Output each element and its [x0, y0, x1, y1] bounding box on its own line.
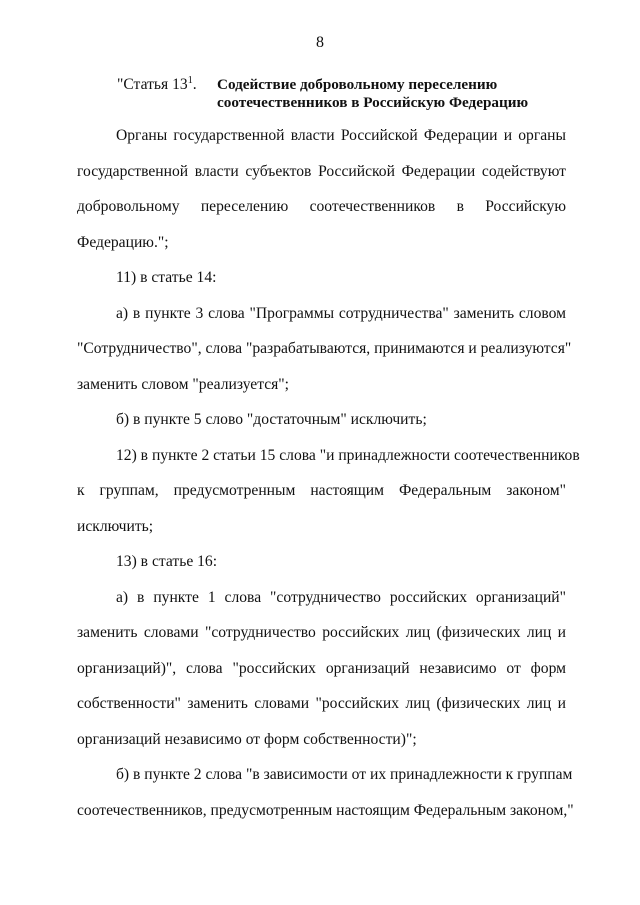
text-line: соотечественников, предусмотренным настоящим Федеральным законом,"	[77, 801, 574, 819]
text-line: б) в пункте 5 слово "достаточным" исключить;	[116, 411, 427, 428]
article-title-line: соотечественников в Российскую Федерацию	[217, 94, 529, 111]
article-title-line: Содействие добровольному переселению	[217, 76, 498, 93]
text-line: государственной власти субъектов Российской Федерации содействуют	[77, 162, 566, 180]
paragraph-item-13	[77, 544, 566, 580]
text-line: организаций)", слова "российских организаций независимо от форм	[77, 659, 566, 677]
paragraph-item-11b	[77, 402, 566, 438]
text-line: 11) в статье 14:	[116, 269, 217, 286]
paragraph-item-13b	[77, 757, 574, 828]
text-line: а) в пункте 1 слова "сотрудничество российских организаций"	[116, 588, 566, 606]
text-line: заменить словом "реализуется";	[77, 375, 290, 393]
paragraph-item-11a	[77, 296, 572, 403]
text-line: добровольному переселению соотечественников в Российскую	[77, 198, 566, 215]
text-line: исключить;	[77, 517, 154, 535]
document-body	[77, 118, 580, 828]
page-number: 8	[316, 34, 324, 51]
paragraph-organs	[77, 118, 566, 260]
text-line: к группам, предусмотренным настоящим Федеральным законом"	[77, 482, 566, 499]
text-line: б) в пункте 2 слова "в зависимости от их принадлежности к группам	[116, 766, 573, 783]
article-label-suffix: .	[192, 76, 197, 93]
text-line: 13) в статье 16:	[116, 553, 218, 570]
text-line: Федерацию.";	[77, 233, 169, 251]
text-line: заменить словами "сотрудничество российских лиц (физических лиц и	[77, 624, 566, 641]
article-label-text: "Статья 13	[117, 76, 188, 93]
text-line: а) в пункте 3 слова "Программы сотрудничества" заменить словом	[116, 304, 566, 322]
article-label	[117, 76, 197, 94]
paragraph-item-13a	[77, 580, 566, 758]
text-line: 12) в пункте 2 статьи 15 слова "и принадлежности соотечественников	[116, 446, 580, 464]
text-line: Органы государственной власти Российской Федерации и органы	[116, 127, 566, 144]
text-line: "Сотрудничество", слова "разрабатываются, принимаются и реализуются"	[77, 340, 572, 357]
article-title	[217, 76, 577, 112]
text-line: организаций независимо от форм собственности)";	[77, 730, 417, 748]
paragraph-item-12	[77, 438, 580, 545]
paragraph-item-11	[77, 260, 566, 296]
article-superscript: 1	[187, 75, 193, 86]
text-line: собственности" заменить словами "российских лиц (физических лиц и	[77, 695, 566, 712]
